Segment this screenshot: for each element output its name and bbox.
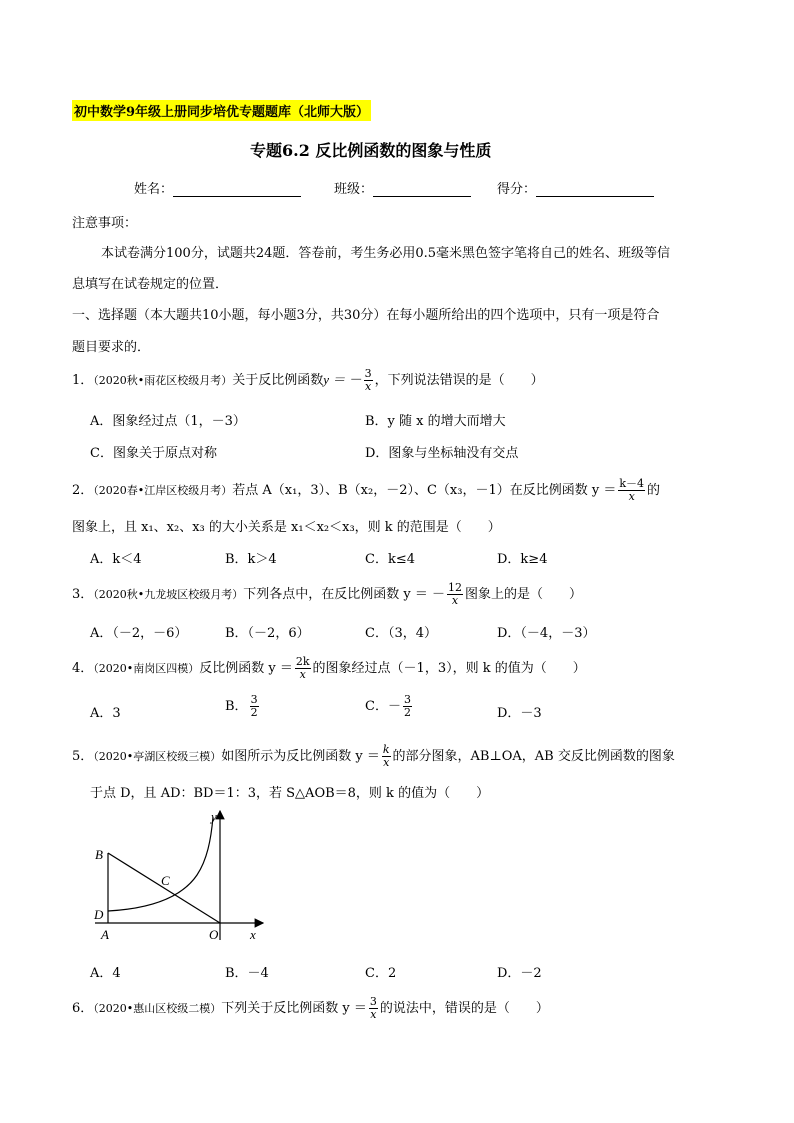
q5-pre: 如图所示为反比例函数 y ＝ [221,749,380,764]
q2-tail: 的 [647,483,661,498]
q1-option-a[interactable]: A．图象经过点（1，－3） [90,414,246,429]
q4-source: （2020•南岗区四模） [93,662,200,675]
q5-option-d[interactable]: D．－2 [497,966,542,981]
label-d: D [94,907,104,922]
question-3-stem [72,582,582,607]
q1-function: y ＝ － [323,372,362,387]
q4-option-c-label: C．－ [365,699,401,714]
q3-option-c[interactable]: C．（3，4） [365,626,437,641]
label-x: x [250,927,256,942]
series-banner: 初中数学9年级上册同步培优专题题库（北师大版） [72,100,371,121]
q5-number: 5． [72,749,94,764]
q3-option-b[interactable]: B．（－2，6） [225,626,310,641]
label-y: y [211,809,217,824]
q5-source: （2020•亭湖区校级三模） [93,750,222,763]
q1-option-c[interactable]: C．图象关于原点对称 [90,446,217,461]
question-2-stem [72,478,660,503]
notice-body-line2: 息填写在试卷规定的位置． [72,277,229,292]
q5-figure [85,805,275,945]
label-a: A [101,927,109,942]
q6-fraction: $\frac{3}{x}$ [369,995,377,1021]
question-1-stem [72,368,544,393]
name-blank[interactable] [173,182,301,197]
q4-pre: 反比例函数 y ＝ [199,661,293,676]
class-field[interactable] [334,178,471,197]
q6-source: （2020•惠山区校级二模） [93,1002,222,1015]
q3-option-a[interactable]: A．（－2，－6） [90,626,188,641]
q5-option-a[interactable]: A．4 [90,966,121,981]
q2-option-d[interactable]: D．k≥4 [497,552,548,567]
q2-number: 2． [72,483,94,498]
class-blank[interactable] [373,182,471,197]
q3-pre: 下列各点中，在反比例函数 y ＝ － [243,587,446,602]
q5-post: 的部分图象，AB⊥OA，AB 交反比例函数的图象 [392,749,675,764]
q4-option-b-label: B． [225,699,248,714]
q5-stem-line2: 于点 D，且 AD：BD＝1：3，若 S△AOB＝8，则 k 的值为（ ） [90,786,490,801]
label-c: C [161,873,170,888]
q2-option-a[interactable]: A．k＜4 [90,552,142,567]
q5-option-c[interactable]: C．2 [365,966,397,981]
score-field[interactable] [497,178,654,197]
q6-post: 的说法中，错误的是（ ） [379,1001,549,1016]
class-label: 班级： [334,182,374,197]
q3-number: 3． [72,587,94,602]
name-label: 姓名： [134,182,174,197]
q4-fraction: $\frac{2k}{x}$ [295,655,310,681]
q2-option-c[interactable]: C．k≤4 [365,552,415,567]
notice-heading: 注意事项： [72,216,138,231]
q3-fraction: $\frac{12}{x}$ [448,581,463,607]
q2-source: （2020春•江岸区校级月考） [93,484,233,497]
q1-option-b[interactable]: B．y 随 x 的增大而增大 [365,414,506,429]
name-field[interactable] [134,178,301,197]
question-5-stem [72,744,675,769]
q2-stem-line2: 图象上，且 x₁、x₂、x₃ 的大小关系是 x₁＜x₂＜x₃，则 k 的范围是（ ） [72,520,501,535]
q6-number: 6． [72,1001,94,1016]
question-6-stem [72,996,549,1021]
q4-option-c[interactable] [365,694,414,719]
q4-option-b-fraction: $\frac{3}{2}$ [250,693,258,719]
q1-source: （2020秋•雨花区校级月考） [93,374,233,387]
q2-option-b[interactable]: B．k＞4 [225,552,277,567]
hyperbola-curve [108,817,213,911]
q1-option-d[interactable]: D．图象与坐标轴没有交点 [365,446,519,461]
q6-pre: 下列关于反比例函数 y ＝ [221,1001,367,1016]
q3-source: （2020秋•九龙坡区校级月考） [93,588,244,601]
q4-option-d[interactable]: D．－3 [497,706,542,721]
score-label: 得分： [497,182,537,197]
q5-option-b[interactable]: B．－4 [225,966,269,981]
q4-option-b[interactable] [225,694,261,719]
q4-post: 的图象经过点（－1，3），则 k 的值为（ ） [312,661,586,676]
section-heading-line2: 题目要求的． [72,340,151,355]
q3-option-d[interactable]: D．（－4，－3） [497,626,596,641]
q1-post: ，下列说法错误的是（ ） [374,373,544,388]
q1-number: 1． [72,373,94,388]
page-title: 专题6.2 反比例函数的图象与性质 [250,141,492,160]
q1-pre: 关于反比例函数 [232,373,324,388]
q5-fraction: $\frac{k}{x}$ [382,743,390,769]
q1-fraction: $\frac{3}{x}$ [364,367,372,393]
notice-body-line1: 本试卷满分100分，试题共24题．答卷前，考生务必用0.5毫米黑色签字笔将自己的姓名、班级等信 [101,246,671,261]
q2-stem-line1: 若点 A（x₁，3）、B（x₂，－2）、C（x₃，－1）在反比例函数 y ＝ [232,483,617,498]
q3-post: 图象上的是（ ） [465,587,583,602]
q2-fraction: $\frac{k-4}{x}$ [619,477,645,503]
label-b: B [95,847,103,862]
q4-number: 4． [72,661,94,676]
question-4-stem [72,656,586,681]
label-o: O [209,927,219,942]
score-blank[interactable] [536,182,654,197]
q4-option-c-fraction: $\frac{3}{2}$ [403,693,411,719]
q4-option-a[interactable]: A．3 [90,706,121,721]
section-heading-line1: 一、选择题（本大题共10小题，每小题3分，共30分）在每小题所给出的四个选项中，只有一项是符合 [72,308,660,323]
